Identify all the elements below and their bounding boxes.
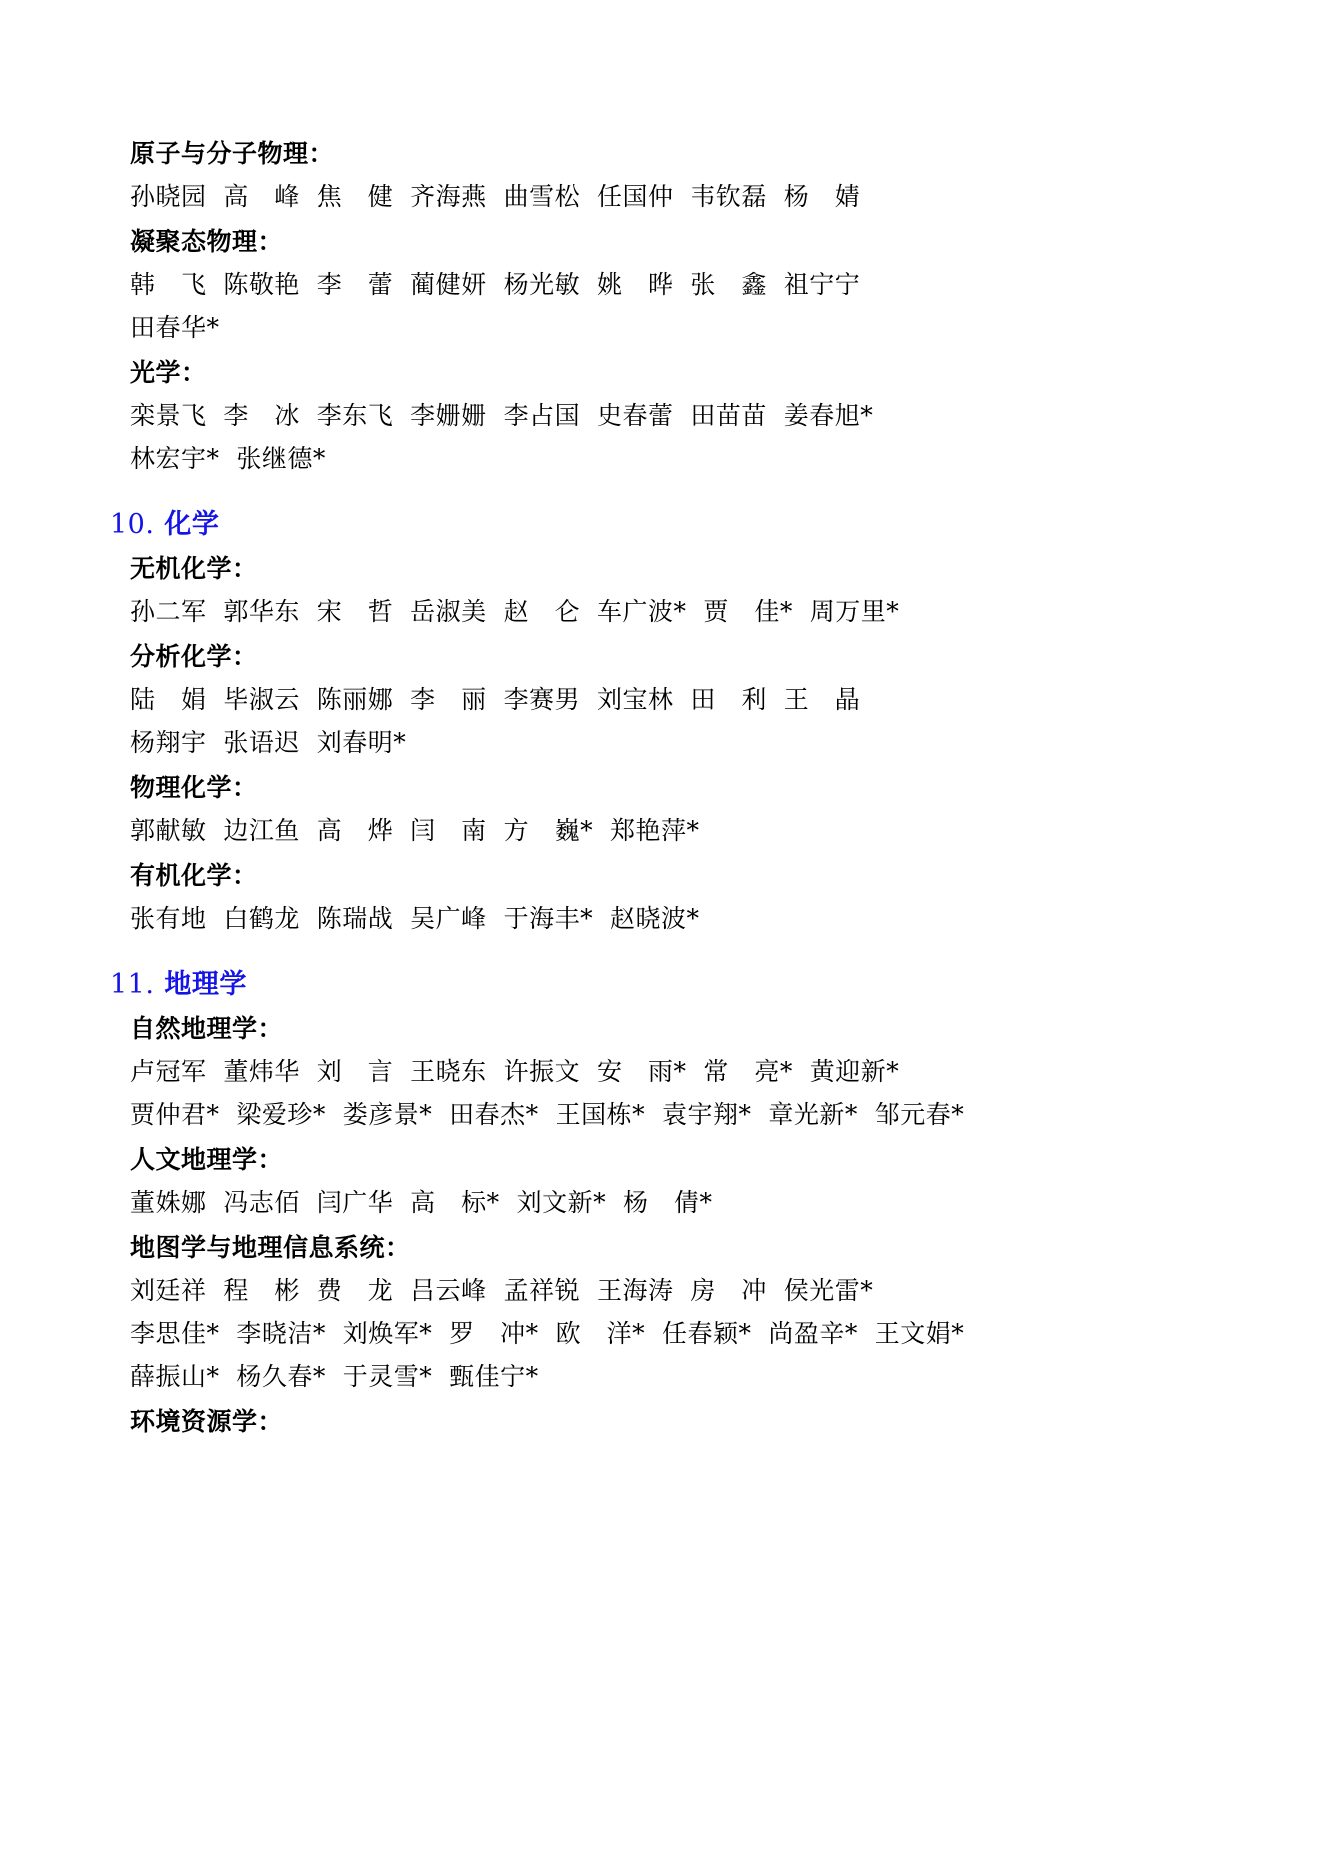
subject-title: 自然地理学： <box>130 1014 284 1043</box>
subject-block <box>110 1007 1212 1136</box>
subject-title: 光学： <box>130 358 207 387</box>
subject-title: 凝聚态物理： <box>130 227 284 256</box>
subject-block <box>110 547 1212 633</box>
name-line: 杨翔宇 张语迟 刘春明* <box>130 728 407 757</box>
name-line: 陆 娟 毕淑云 陈丽娜 李 丽 李赛男 刘宝林 田 利 王 晶 <box>130 685 861 714</box>
subject-block <box>110 1226 1212 1398</box>
name-line: 田春华* <box>130 313 220 342</box>
subject-title: 环境资源学： <box>130 1407 284 1436</box>
name-list <box>130 1269 1212 1398</box>
name-line: 孙晓园 高 峰 焦 健 齐海燕 曲雪松 任国仲 韦钦磊 杨 婧 <box>130 182 861 211</box>
name-list <box>130 175 1212 218</box>
subject-block <box>110 766 1212 852</box>
name-list <box>130 809 1212 852</box>
subject-title: 人文地理学： <box>130 1145 284 1174</box>
section-title: 地理学 <box>164 969 247 1000</box>
name-line: 郭献敏 边江鱼 高 烨 闫 南 方 巍* 郑艳萍* <box>130 816 700 845</box>
subject-block <box>110 1400 1212 1443</box>
subject-block <box>110 1138 1212 1224</box>
name-line: 林宏宇* 张继德* <box>130 444 326 473</box>
name-line: 刘廷祥 程 彬 费 龙 吕云峰 孟祥锐 王海涛 房 冲 侯光雷* <box>130 1276 874 1305</box>
subject-title: 无机化学： <box>130 554 258 583</box>
subject-block <box>110 132 1212 218</box>
section-number: 10. <box>110 509 155 540</box>
document-body <box>110 132 1212 1443</box>
subject-title: 原子与分子物理： <box>130 139 335 168</box>
name-line: 孙二军 郭华东 宋 哲 岳淑美 赵 仑 车广波* 贾 佳* 周万里* <box>130 597 900 626</box>
section-number: 11. <box>110 969 155 1000</box>
subject-block <box>110 635 1212 764</box>
subject-block <box>110 854 1212 940</box>
name-line: 张有地 白鹤龙 陈瑞战 吴广峰 于海丰* 赵晓波* <box>130 904 700 933</box>
name-line: 董姝娜 冯志佰 闫广华 高 标* 刘文新* 杨 倩* <box>130 1188 713 1217</box>
name-list <box>130 590 1212 633</box>
section-heading <box>110 962 1212 1001</box>
name-line: 李思佳* 李晓洁* 刘焕军* 罗 冲* 欧 洋* 任春颖* 尚盈辛* 王文娟* <box>130 1319 965 1348</box>
name-list <box>130 897 1212 940</box>
name-list <box>130 1181 1212 1224</box>
section-heading <box>110 502 1212 541</box>
name-line: 薛振山* 杨久春* 于灵雪* 甄佳宁* <box>130 1362 539 1391</box>
name-list <box>130 263 1212 349</box>
section-title: 化学 <box>164 509 220 540</box>
name-list <box>130 394 1212 480</box>
name-line: 贾仲君* 梁爱珍* 娄彦景* 田春杰* 王国栋* 袁宇翔* 章光新* 邹元春* <box>130 1100 965 1129</box>
name-line: 卢冠军 董炜华 刘 言 王晓东 许振文 安 雨* 常 亮* 黄迎新* <box>130 1057 900 1086</box>
name-list <box>130 1050 1212 1136</box>
name-line: 栾景飞 李 冰 李东飞 李姗姗 李占国 史春蕾 田苗苗 姜春旭* <box>130 401 874 430</box>
subject-block <box>110 351 1212 480</box>
subject-block <box>110 220 1212 349</box>
name-line: 韩 飞 陈敬艳 李 蕾 蔺健妍 杨光敏 姚 晔 张 鑫 祖宁宁 <box>130 270 861 299</box>
subject-title: 分析化学： <box>130 642 258 671</box>
subject-title: 地图学与地理信息系统： <box>130 1233 411 1262</box>
subject-title: 有机化学： <box>130 861 258 890</box>
subject-title: 物理化学： <box>130 773 258 802</box>
name-list <box>130 678 1212 764</box>
